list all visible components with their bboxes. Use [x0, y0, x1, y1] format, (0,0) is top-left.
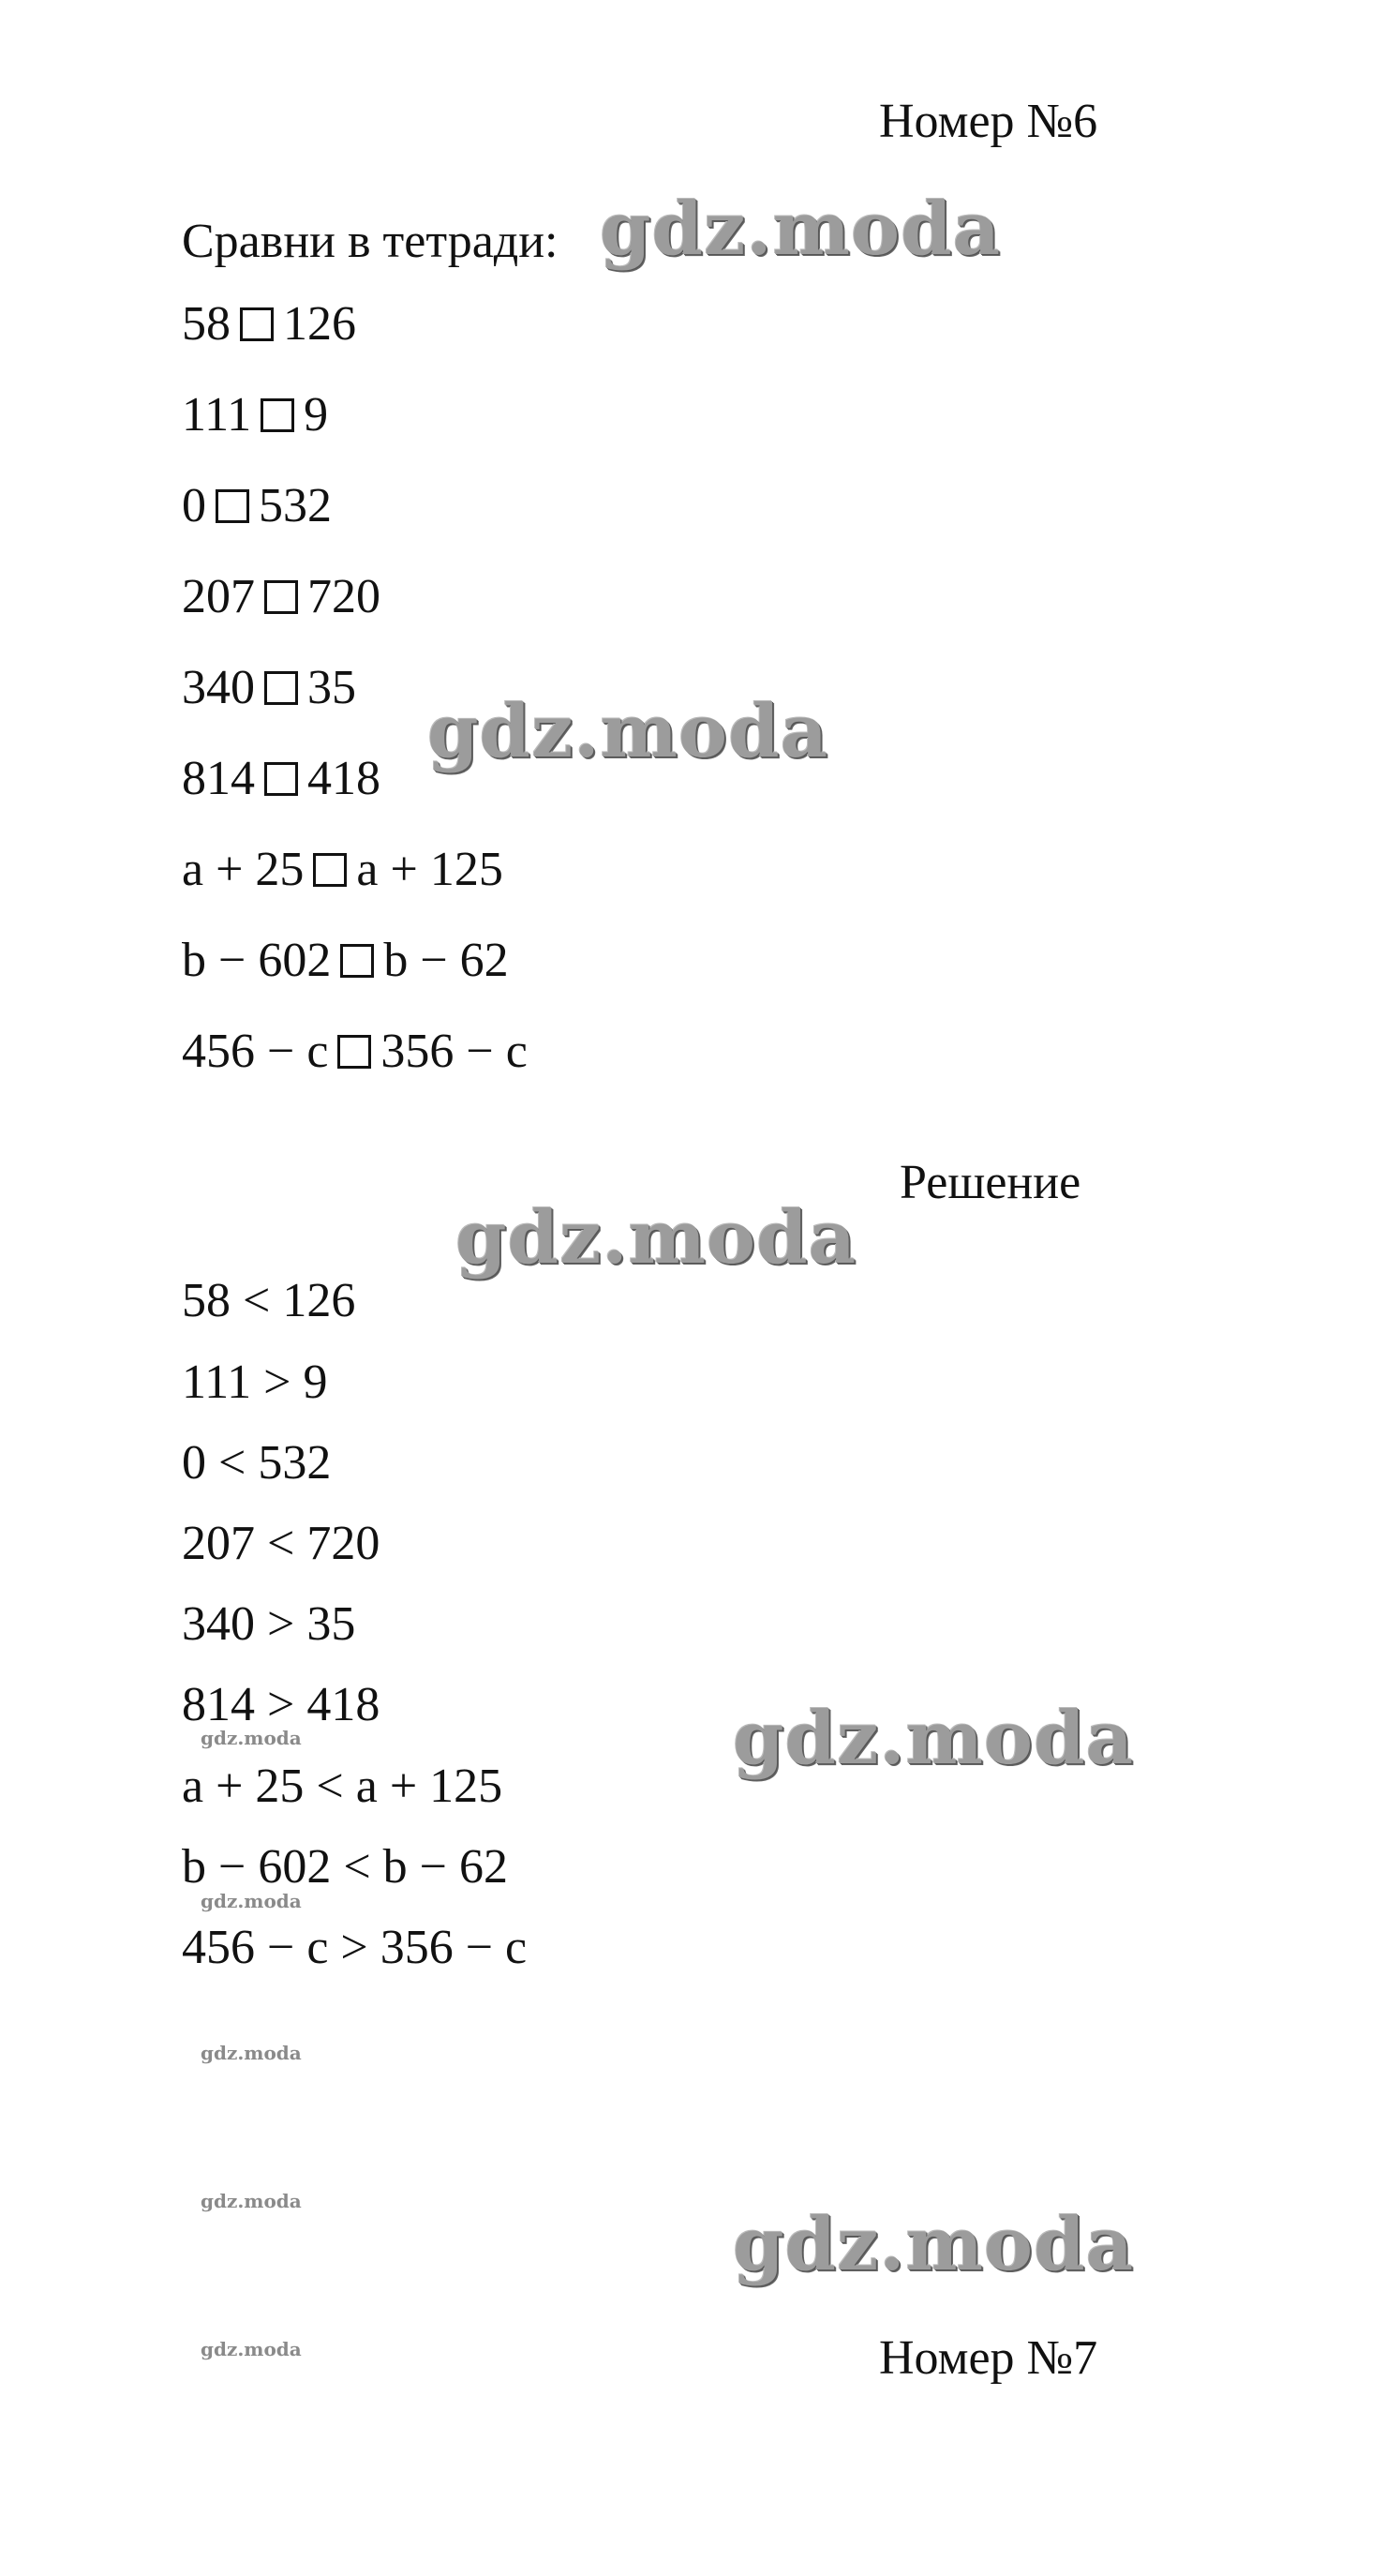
- watermark-small: gdz.moda: [201, 1727, 302, 1749]
- task-item: 340 35: [182, 661, 356, 714]
- task-item: 814 418: [182, 752, 380, 805]
- task-item: 456 − c 356 − c: [182, 1025, 528, 1078]
- empty-square-icon: [240, 307, 274, 341]
- task-item: 58 126: [182, 297, 356, 351]
- watermark-logo: gdz.moda: [733, 2202, 1135, 2287]
- watermark-logo: gdz.moda: [600, 187, 1002, 272]
- empty-square-icon: [340, 944, 374, 978]
- solution-heading: Решение: [900, 1156, 1081, 1209]
- task-instruction: Сравни в тетради:: [182, 215, 559, 268]
- watermark-small: gdz.moda: [201, 2190, 302, 2212]
- watermark-small: gdz.moda: [201, 2042, 302, 2064]
- empty-square-icon: [313, 853, 347, 887]
- solution-line: 340 > 35: [182, 1597, 356, 1651]
- empty-square-icon: [264, 762, 298, 796]
- watermark-logo: gdz.moda: [455, 1195, 857, 1281]
- watermark-logo: gdz.moda: [427, 689, 829, 774]
- empty-square-icon: [337, 1035, 371, 1069]
- watermark-logo: gdz.moda: [733, 1696, 1135, 1781]
- solution-line: a + 25 < a + 125: [182, 1760, 503, 1813]
- solution-line: 0 < 532: [182, 1436, 332, 1490]
- watermark-small: gdz.moda: [201, 2338, 302, 2360]
- empty-square-icon: [216, 489, 249, 523]
- solution-line: 207 < 720: [182, 1517, 380, 1570]
- task-item: 0 532: [182, 479, 332, 532]
- solution-line: 456 − c > 356 − c: [182, 1921, 528, 1974]
- empty-square-icon: [264, 671, 298, 705]
- solution-line: b − 602 < b − 62: [182, 1840, 508, 1894]
- task-item: a + 25 a + 125: [182, 843, 503, 896]
- task-item: 207 720: [182, 570, 380, 623]
- task-item: b − 602 b − 62: [182, 934, 509, 987]
- solution-line: 58 < 126: [182, 1274, 356, 1327]
- solution-line: 814 > 418: [182, 1678, 380, 1731]
- solution-line: 111 > 9: [182, 1355, 328, 1409]
- empty-square-icon: [261, 398, 294, 432]
- watermark-small: gdz.moda: [201, 1890, 302, 1912]
- empty-square-icon: [264, 580, 298, 614]
- task-item: 111 9: [182, 388, 329, 442]
- task-number-heading: Номер №6: [879, 95, 1098, 148]
- next-number-heading: Номер №7: [879, 2331, 1098, 2385]
